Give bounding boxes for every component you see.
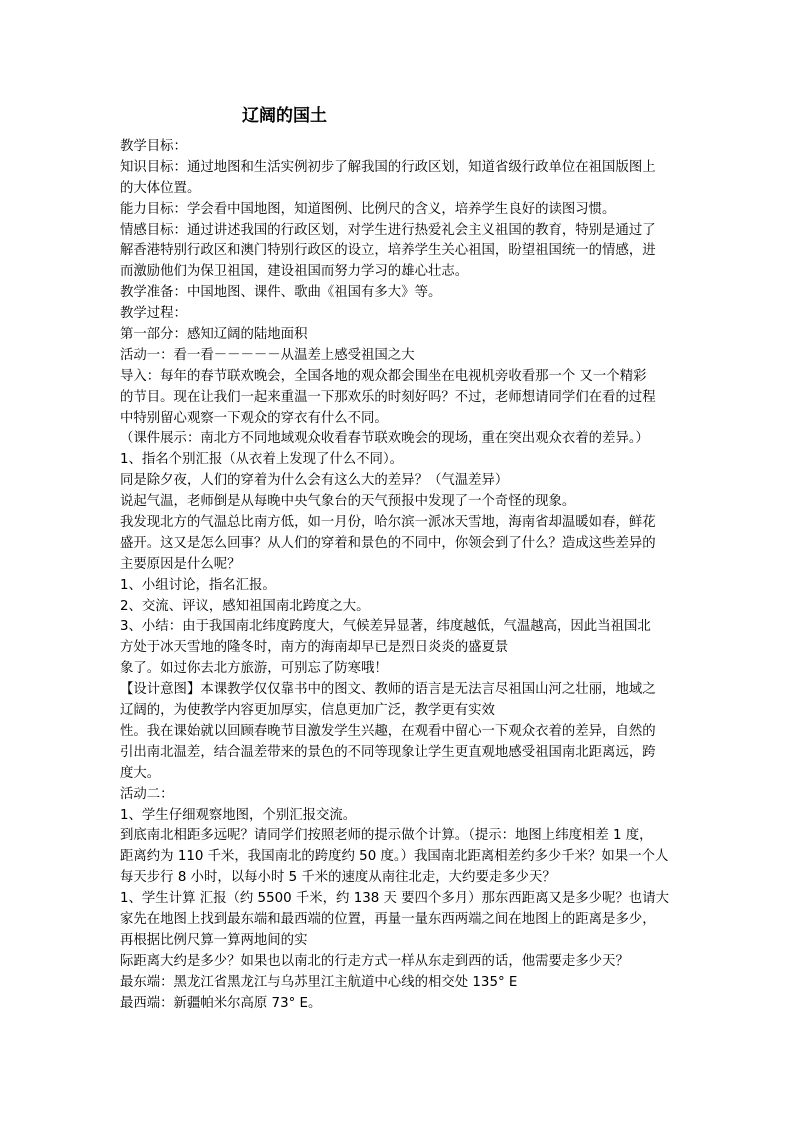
text-line: 最东端：黑龙江省黑龙江与乌苏里江主航道中心线的相交处 135° E xyxy=(120,974,518,990)
text-line: 教学目标： xyxy=(120,139,187,154)
text-line: 情感目标：通过讲述我国的行政区划，对学生进行热爱礼会主义祖国的教育，特别是通过了 xyxy=(120,222,656,238)
text-line: 3、小结：由于我国南北纬度跨度大，气候差异显著，纬度越低，气温越高，因此当祖国北 xyxy=(120,619,651,635)
text-line: 到底南北相距多远呢？请同学们按照老师的提示做个计算。（提示：地图上纬度相差 1 度， xyxy=(120,828,653,844)
text-line: 1、小组讨论，指名汇报。 xyxy=(120,577,276,593)
text-line: 1、指名个别汇报（从衣着上发现了什么不同）。 xyxy=(120,452,404,468)
text-line: 度大。 xyxy=(120,765,161,781)
text-line: 方处于冰天雪地的隆冬时，南方的海南却早已是烈日炎炎的盛夏景 xyxy=(120,640,509,656)
text-line: 教学准备：中国地图、课件、歌曲《祖国有多大》等。 xyxy=(120,285,442,301)
text-line: 引出南北温差，结合温差带来的景色的不同等现象让学生更直观地感受祖国南北距离远，跨 xyxy=(120,744,656,760)
text-line: 每天步行 8 小时，以每小时 5 千米的速度从南往北走，大约要走多少天？ xyxy=(120,870,556,886)
text-line: 主要原因是什么呢？ xyxy=(120,556,241,572)
text-line: 最西端：新疆帕米尔高原 73° E。 xyxy=(120,995,322,1011)
text-line: 家先在地图上找到最东端和最西端的位置，再量一量东西两端之间在地图上的距离是多少， xyxy=(120,911,656,927)
text-line: 第一部分：感知辽阔的陆地面积 xyxy=(120,327,308,343)
text-line: 1、学生计算 汇报（约 5500 千米，约 138 天 要四个多月）那东西距离又是多少呢？也请大 xyxy=(120,891,669,907)
text-line: 能力目标：学会看中国地图，知道图例、比例尺的含义，培养学生良好的读图习惯。 xyxy=(120,201,616,217)
text-line: 际距离大约是多少？如果也以南北的行走方式一样从东走到西的话，他需要走多少天？ xyxy=(120,953,629,969)
document-body xyxy=(120,137,680,1014)
text-line: 再根据比例尺算一算两地间的实 xyxy=(120,932,308,948)
text-line: 解香港特别行政区和澳门特别行政区的设立，培养学生关心祖国，盼望祖国统一的情感，进 xyxy=(120,243,656,259)
text-line: 知识目标：通过地图和生活实例初步了解我国的行政区划，知道省级行政单位在祖国版图上 xyxy=(120,159,656,175)
text-line: 距离约为 110 千米，我国南北的跨度约 50 度。）我国南北距离相差约多少千米？如果一个人 xyxy=(120,849,669,865)
text-line: 1、学生仔细观察地图，个别汇报交流。 xyxy=(120,807,357,823)
text-line: 性。我在课始就以回顾春晚节目激发学生兴趣，在观看中留心一下观众衣着的差异，自然的 xyxy=(120,723,656,739)
text-line: 辽阔的，为使教学内容更加厚实，信息更加广泛，教学更有实效 xyxy=(120,703,495,719)
text-line: 盛开。这又是怎么回事？从人们的穿着和景色的不同中，你领会到了什么？造成这些差异的 xyxy=(120,535,656,551)
text-line: 2、交流、评议，感知祖国南北跨度之大。 xyxy=(120,598,370,614)
text-line: 而激励他们为保卫祖国，建设祖国而努力学习的雄心壮志。 xyxy=(120,264,469,280)
text-line: 活动一：看一看－－－－－从温差上感受祖国之大 xyxy=(120,347,415,363)
text-line: 同是除夕夜，人们的穿着为什么会有这么大的差异？（气温差异） xyxy=(120,473,509,489)
text-line: 的大体位置。 xyxy=(120,180,201,196)
document-title: 辽阔的国土 xyxy=(242,106,327,126)
text-line: 的节目。现在让我们一起来重温一下那欢乐的时刻好吗？不过，老师想请同学们在看的过程 xyxy=(120,389,656,405)
text-line: 【设计意图】本课教学仅仅靠书中的图文、教师的语言是无法言尽祖国山河之壮丽，地域之 xyxy=(120,682,656,698)
text-line: 我发现北方的气温总比南方低，如一月份，哈尔滨一派冰天雪地，海南省却温暖如春，鲜花 xyxy=(120,515,656,531)
text-line: 导入：每年的春节联欢晚会，全国各地的观众都会围坐在电视机旁收看那一个 又一个精彩 xyxy=(120,368,647,384)
text-line: 说起气温，老师倒是从每晚中央气象台的天气预报中发现了一个奇怪的现象。 xyxy=(120,494,576,510)
text-line: 活动二： xyxy=(120,786,174,802)
text-line: 象了。如过你去北方旅游，可别忘了防寒哦！ xyxy=(120,661,388,677)
text-line: 教学过程： xyxy=(120,306,187,322)
text-line: 中特别留心观察一下观众的穿衣有什么不同。 xyxy=(120,410,388,426)
text-line: （课件展示：南北方不同地域观众收看春节联欢晚会的现场，重在突出观众衣着的差异。） xyxy=(120,431,649,447)
